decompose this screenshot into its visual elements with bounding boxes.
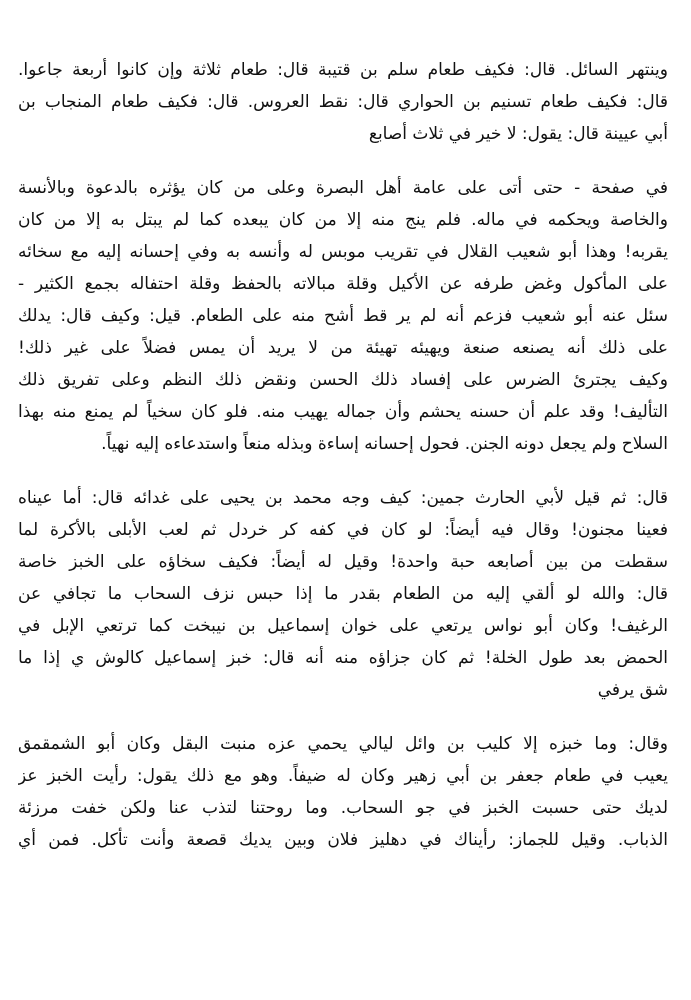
text-line: أبي عيينة قال: يقول: لا خير في ثلاث أصابع xyxy=(368,124,668,144)
text-line: شق يرفي xyxy=(597,680,668,700)
text-line: يعيب في طعام جعفر بن أبي زهير وكان له ضيفاً. وهو مع ذلك يقول: رأيت الخبز عز xyxy=(18,766,668,786)
text-line: قال: والله لو ألقي إليه من الطعام بقدر ما إذا حبس نزف السحاب ما تجافي عن xyxy=(18,584,668,604)
text-line: السلاح ولم يجعل دونه الجنن. فحول إحسانه إساءة وبذله منعاً واستدعاءه إليه نهياً. xyxy=(101,434,668,454)
paragraph-4 xyxy=(18,728,668,856)
text-line: الذباب. وقيل للجماز: رأيناك في دهليز فلان وبين يديك قصعة وأنت تأكل. فمن أي xyxy=(18,830,668,850)
text-line: في صفحة - حتى أتى على عامة أهل البصرة وعلى من كان يؤثره بالدعوة وبالأنسة xyxy=(18,178,668,198)
text-line: سقطت من بين أصابعه حبة واحدة! وقيل له أيضاً: فكيف سخاؤه على الخبز خاصة xyxy=(18,552,668,572)
text-line: وكيف يجترئ الضرس على إفساد ذلك الحسن ونقض ذلك النظم وعلى تفريق ذلك xyxy=(18,370,668,390)
text-line: الحمض بعد طول الخلة! ثم كان جزاؤه منه أنه قال: خبز إسماعيل كالوش ي إذا ما xyxy=(18,648,668,668)
text-line: على ذلك أنه يصنعه صنعة ويهيئه تهيئة من لا يريد أن يمس فضلاً على غير ذلك! xyxy=(18,338,668,358)
text-line: وقال: وما خبزه إلا كليب بن وائل ليالي يحمي عزه منبت البقل وكان أبو الشمقمق xyxy=(18,734,668,754)
text-line: فعينا مجنون! وقال فيه أيضاً: لو كان في كفه كر خردل ثم لعب الأبلى بالأكرة لما xyxy=(18,520,668,540)
paragraph-1 xyxy=(18,54,668,150)
text-line: وينتهر السائل. قال: فكيف طعام سلم بن قتيبة قال: طعام ثلاثة وإن كانوا أربعة جاعوا. xyxy=(18,60,668,80)
text-line: قال: ثم قيل لأبي الحارث جمين: كيف وجه محمد بن يحيى على غدائه قال: أما عيناه xyxy=(18,488,668,508)
text-line: الرغيف! وكان أبو نواس يرتعي على خوان إسماعيل بن نيبخت كما ترتعي الإبل في xyxy=(18,616,668,636)
text-line: والخاصة ويحكمه في ماله. فلم ينج منه إلا من كان يبعده كما لم يبتل به إلا من كان xyxy=(18,210,668,230)
paragraph-2 xyxy=(18,172,668,460)
text-line: التأليف! وقد علم أن حسنه يحشم وأن جماله يهيب منه. فلو كان سخياً لم يمنع منه بهذا xyxy=(18,402,668,422)
text-line: يقربه! وهذا أبو شعيب القلال في تقريب موبس له وأنسه به وفي إحسانه إليه مع سخائه xyxy=(18,242,668,262)
text-line: لديك حتى حسبت الخبز في جو السحاب. وما روحتنا لتذب عنا ولكن خفت مرزئة xyxy=(18,798,668,818)
text-line: على المأكول وغض طرفه عن الأكيل وقلة مبالاته بالحفظ وقلة احتفاله بجمع الكثير - xyxy=(18,274,668,294)
text-line: سئل عنه أبو شعيب فزعم أنه لم ير قط أشح منه على الطعام. قيل: وكيف قال: يدلك xyxy=(18,306,668,326)
paragraph-3 xyxy=(18,482,668,706)
text-line: قال: فكيف طعام تسنيم بن الحواري قال: نقط العروس. قال: فكيف طعام المنجاب بن xyxy=(18,92,668,112)
document-page xyxy=(18,54,668,878)
